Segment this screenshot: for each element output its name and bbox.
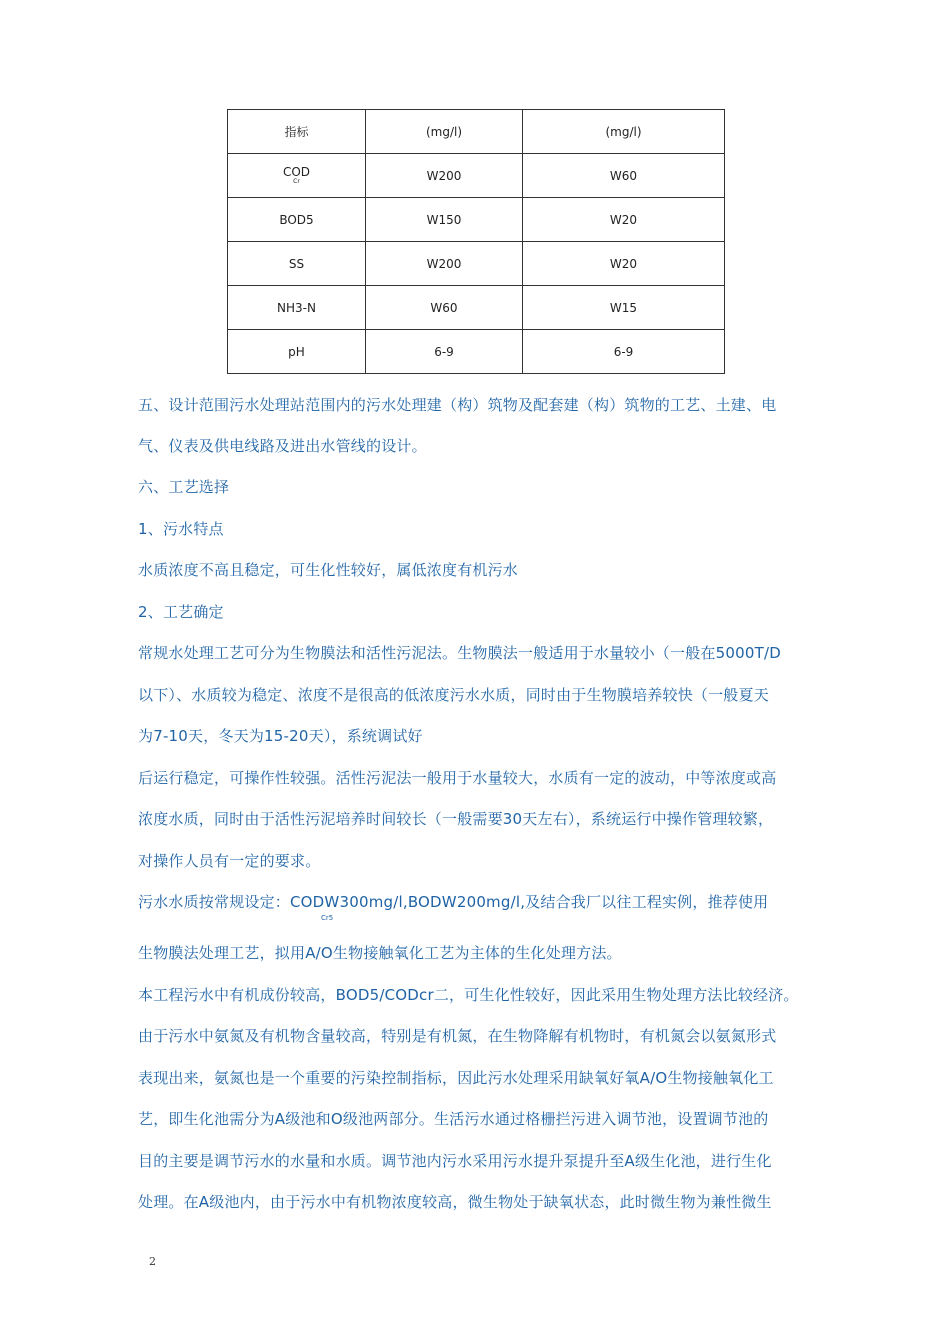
indicator-name: pH: [228, 330, 366, 374]
header-outflow-unit: (mg/l): [523, 110, 725, 154]
water-quality-table: [227, 109, 725, 374]
table-row: [228, 198, 725, 242]
text-line: 浓度水质，同时由于活性污泥培养时间较长（一般需要30天左右），系统运行中操作管理较繁，: [138, 810, 774, 828]
inflow-value: W200: [366, 242, 523, 286]
indicator-subscript: Cr: [293, 178, 300, 185]
text-line: 后运行稳定，可操作性较强。活性污泥法一般用于水量较大，水质有一定的波动，中等浓度或高: [138, 769, 777, 787]
outflow-value: 6-9: [523, 330, 725, 374]
table-row: [228, 330, 725, 374]
table-row: [228, 154, 725, 198]
table-header-row: [228, 110, 725, 154]
indicator-cell: [228, 154, 366, 198]
text-line: 以下）、水质较为稳定、浓度不是很高的低浓度污水水质，同时由于生物膜培养较快（一般夏天: [138, 686, 769, 704]
indicator-name: BOD5: [228, 198, 366, 242]
outflow-value: W20: [523, 242, 725, 286]
inflow-value: 6-9: [366, 330, 523, 374]
indicator-name: COD: [282, 165, 311, 179]
inflow-value: W200: [366, 154, 523, 198]
text-line: 水质浓度不高且稳定，可生化性较好，属低浓度有机污水: [138, 561, 519, 579]
text-line: 气、仪表及供电线路及进出水管线的设计。: [138, 437, 427, 455]
text-line: 污水水质按常规设定：CODW300mg/l,BODW200mg/l,及结合我厂以往工程实例，推荐使用: [138, 893, 769, 911]
text-line: 五、设计范围污水处理站范围内的污水处理建（构）筑物及配套建（构）筑物的工艺、土建、电: [138, 396, 777, 414]
text-line: 常规水处理工艺可分为生物膜法和活性污泥法。生物膜法一般适用于水量较小（一般在5000T/D: [138, 644, 781, 662]
indicator-name: SS: [228, 242, 366, 286]
outflow-value: W20: [523, 198, 725, 242]
page-number: 2: [149, 1255, 156, 1268]
text-line: 表现出来，氨氮也是一个重要的污染控制指标，因此污水处理采用缺氧好氧A/O生物接触氧化工: [138, 1069, 774, 1087]
inflow-value: W60: [366, 286, 523, 330]
text-line: 生物膜法处理工艺，拟用A/O生物接触氧化工艺为主体的生化处理方法。: [138, 944, 622, 962]
inline-subscript: Cr5: [321, 914, 334, 922]
outflow-value: W60: [523, 154, 725, 198]
section-heading: 六、工艺选择: [138, 478, 230, 496]
text-line: 本工程污水中有机成份较高，BOD5/CODcr二，可生化性较好，因此采用生物处理方法比较经济。: [138, 986, 799, 1004]
indicator-name: NH3-N: [228, 286, 366, 330]
header-indicator: 指标: [228, 110, 366, 154]
table-row: [228, 286, 725, 330]
text-line: 处理。在A级池内，由于污水中有机物浓度较高，微生物处于缺氧状态，此时微生物为兼性微生: [138, 1193, 772, 1211]
inflow-value: W150: [366, 198, 523, 242]
subsection-heading: 1、污水特点: [138, 520, 224, 538]
text-line: 对操作人员有一定的要求。: [138, 852, 321, 870]
text-line: 目的主要是调节污水的水量和水质。调节池内污水采用污水提升泵提升至A级生化池，进行生化: [138, 1152, 772, 1170]
text-line: 为7-10天，冬天为15-20天），系统调试好: [138, 727, 423, 745]
text-line: 艺，即生化池需分为A级池和O级池两部分。生活污水通过格栅拦污进入调节池，设置调节池的: [138, 1110, 769, 1128]
table-row: [228, 242, 725, 286]
header-inflow-unit: (mg/l): [366, 110, 523, 154]
outflow-value: W15: [523, 286, 725, 330]
subsection-heading: 2、工艺确定: [138, 603, 224, 621]
text-line: 由于污水中氨氮及有机物含量较高，特别是有机氮，在生物降解有机物时，有机氮会以氨氮形式: [138, 1027, 777, 1045]
